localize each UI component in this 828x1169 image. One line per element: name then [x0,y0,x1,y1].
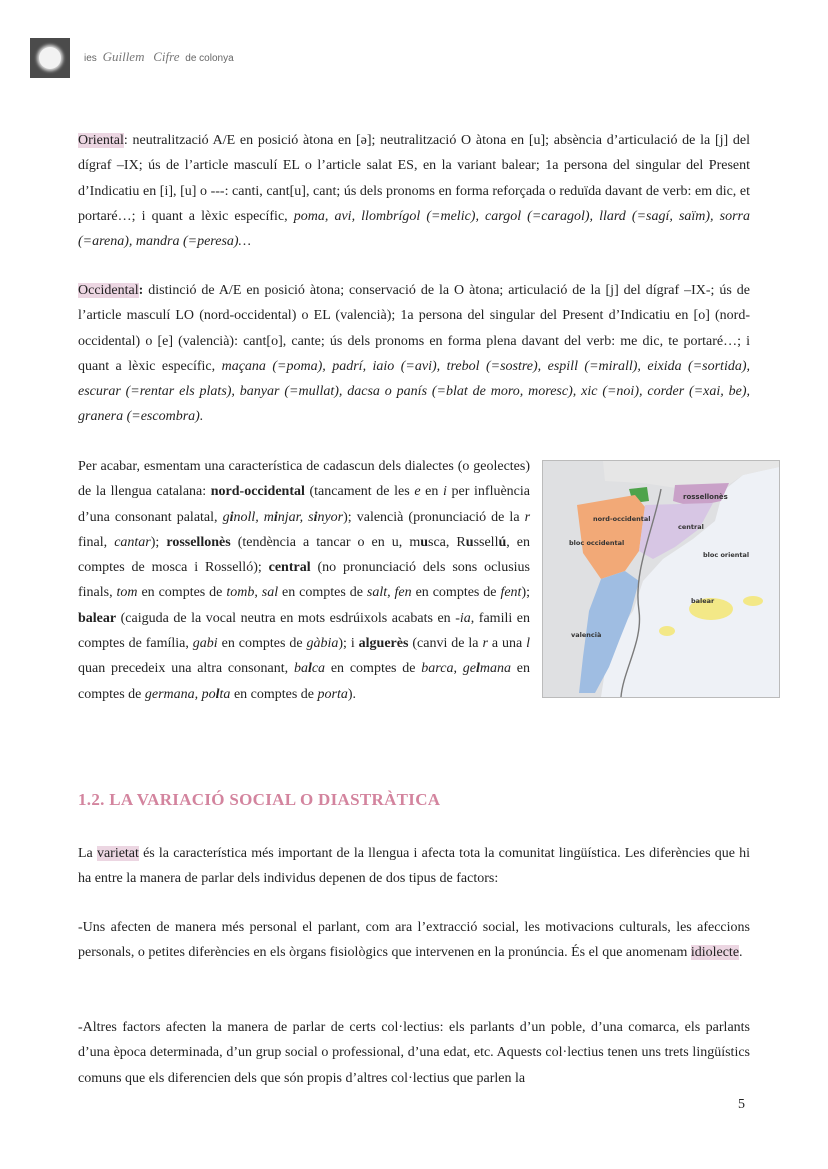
dialects-text: Per acabar, esmentam una característica de cadascun dels dialectes (o geolectes) de la llengua catalana: [78,459,530,500]
dialects-bold: l [307,661,312,677]
varietat-text: La [78,846,97,861]
island-eivissa [659,626,675,636]
dialects-italic: tom [116,585,138,601]
dialects-italic: ta [219,686,231,702]
idiolecte-text: . [739,945,743,961]
dialects-italic: mana [479,661,511,677]
oriental-text: neutralització A/E en posició àtona en [ə]; neutralització O àtona en [u]; absència d’articulació de la [j] del dígraf –IX; ús de l’article masculí EL o l’article salat ES, en la variant balear; 1a persona del singular del Present d’Indicatiu en [i], [u] o ---: canti, cant[u], cant; ús dels pronoms en forma reforçada o reduïda davant de verb: em dic, et portaré…; i quant a lèxic específic, [78,133,750,224]
dialects-text: en comptes de [411,585,501,601]
dialects-text: ); [521,585,530,601]
term-idiolecte: idiolecte [690,945,740,961]
dialects-text: (caiguda de la vocal neutra en mots esdrúixols acabats en [116,610,456,626]
dialect-balear: balear [78,610,117,626]
dialects-text: en comptes de [325,661,422,677]
dialect-map [542,460,780,698]
dialects-text: en comptes de [230,686,318,702]
dialects-italic: g [222,509,230,525]
dialects-text: final, [78,534,115,550]
dialect-map-svg [543,461,779,697]
example-gelmana [463,661,511,676]
map-label-valencia: valencià [571,631,602,639]
dialect-nord-occidental: nord-occidental [210,484,305,500]
dialects-italic: po [201,686,216,702]
dialects-italic: germana, [144,686,202,702]
dialect-rossellones: rossellonès [166,534,231,550]
dialects-text: , [254,585,262,601]
dialects-italic: porta [317,686,348,702]
dialects-italic: cantar [114,534,151,550]
dialects-text: quan precedeix una altra consonant, [78,661,294,677]
dialects-italic: nyor [317,509,344,525]
map-label-bloc-oriental: bloc oriental [703,551,750,559]
dialect-central: central [268,560,311,576]
dialects-text: ); i [338,636,359,652]
term-varietat: varietat [96,846,139,861]
occidental-paragraph [78,278,750,430]
dialects-text: (canvi de la [408,636,483,652]
occidental-text: distinció de A/E en posició àtona; conservació de la O àtona; articulació de la [j] del dígraf –IX-; ús de l’article masculí LO (nord-occidental) o EL (valencià); 1a persona del singular del Present d’Indicatiu en [o] (nord-occidental) o [e] (valencià): cant[o], cante; ús dels pronoms en forma plena davant del verb: me dic, te portaré…; i quant a lèxic específic, [78,283,750,374]
dialects-italic: sal [261,585,279,601]
dialects-text: en comptes de [278,585,367,601]
dialects-text: , [387,585,395,601]
dialects-paragraph [78,454,530,707]
dialects-text: , en comptes de mosca i Rosselló); [78,534,530,576]
example-balca [294,661,325,676]
dialects-text: en [420,484,444,500]
school-name-suffix: de colonya [185,53,234,64]
dialects-bold: l [475,661,480,677]
idiolecte-paragraph [78,915,750,966]
school-name-prefix: ies [84,53,97,64]
dialects-bold: i [273,509,278,525]
dialects-italic: gabi [192,636,218,652]
example-polta [202,687,231,702]
dialects-italic: fen [394,585,412,601]
oriental-lexicon: poma, avi, llombrígol (=melic), cargol (=caragol), llard (=sagí, saïm), sorra (=arena), mandra (=peresa)… [78,208,750,250]
dialects-text: en comptes de [78,661,530,702]
dialects-text: ); [150,534,167,550]
occidental-lexicon: maçana (=poma), padrí, iaio (=avi), trebol (=sostre), espill (=mirall), eixida (=sortida), escurar (=rentar els plats), banyar (=mullat), dacsa o panís (=blat de moro, moresc), xic (=noi), corder (=xai, be), granera (=escombra). [78,358,750,425]
varietat-text: és la característica més important de la llengua i afecta tota la comunitat lingüística. Les diferències que hi ha entre la manera de parlar dels individus depenen de dos tipus de factors: [78,846,750,887]
dialects-italic: barca [421,661,454,677]
occidental-label: Occidental [78,283,139,298]
dialects-text: sca, R [428,534,466,550]
map-label-rossellones: rossellonès [683,493,728,501]
dialects-italic: tomb [226,585,255,601]
dialects-text: per influència d’una consonant palatal, [78,484,531,525]
map-label-nord-occidental: nord-occidental [593,515,651,523]
collectius-text: -Altres factors afecten la manera de parlar de certs col·lectius: els parlants d’un poble, d’una comarca, els parlants d’una època determinada, d’un grup social o professional, d’una edat, etc. Aquests col·lectius tenen uns trets lingüístics comuns que els diferencien dels que són propis d’altres col·lectius que parlen la [78,1020,750,1086]
dialects-italic: l [526,636,530,652]
page-number: 5 [738,1097,745,1112]
dialects-text: ); valencià (pronunciació de la [343,509,525,525]
dialects-text: (tendència a tancar o en u, m [230,534,421,550]
dialects-italic: e [414,484,421,500]
dialects-bold: i [229,509,234,525]
dialects-italic: r [482,636,488,652]
section-title: 1.2. LA VARIACIÓ SOCIAL O DIASTRÀTICA [78,790,441,809]
dialects-text: en comptes de [217,636,307,652]
school-name [84,49,234,65]
page-header [30,38,430,78]
dialects-bold: i [313,509,318,525]
dialects-text: , [453,661,463,677]
dialects-text: ssell [473,534,499,550]
dialects-italic: salt [366,585,388,601]
dialects-italic: i [443,484,447,500]
dialects-italic: fent [500,585,522,601]
dialects-bold: u [465,534,474,550]
dialects-text: , famili en comptes de família, [78,610,530,652]
dialect-algueres: alguerès [358,636,409,652]
dialects-italic: ca [311,661,326,677]
school-name-first: Guillem [102,49,145,64]
logo-sun-icon [39,47,61,69]
dialects-bold: ú [498,534,507,550]
dialects-bold: l [215,686,220,702]
school-name-last: Cifre [153,49,180,64]
dialects-italic: njar, s [277,509,314,525]
dialects-italic: noll, m [233,509,274,525]
dialects-italic: ba [293,661,308,677]
dialects-bold: u [420,534,429,550]
dialects-italic: -ia [455,610,471,626]
island-menorca [743,596,763,606]
occidental-colon: : [138,283,144,298]
oriental-label: Oriental [78,133,124,148]
oriental-colon: : [123,133,128,148]
varietat-paragraph [78,841,750,892]
dialects-text: a una [487,636,527,652]
dialects-text: en comptes de [137,585,227,601]
idiolecte-text: -Uns afecten de manera més personal el parlant, com ara l’extracció social, les motivacions culturals, les afeccions personals, o petites diferències en els òrgans fisiològics que intervenen en la pronúncia. És el que anomenam [78,920,750,961]
school-logo [30,38,70,78]
map-label-central: central [678,523,704,531]
example-ginoll [223,510,344,525]
dialects-text: ). [347,686,357,702]
dialects-italic: r [524,509,531,525]
dialects-italic: gàbia [306,636,339,652]
map-label-bloc-occidental: bloc occidental [569,539,625,547]
collectius-paragraph [78,1015,750,1091]
dialects-text: (tancament de les [304,484,415,500]
oriental-paragraph [78,128,750,254]
map-label-balear: balear [691,597,715,605]
dialects-text: (no pronunciació dels sons oclusius finals, [78,560,530,601]
dialects-italic: ge [462,661,476,677]
